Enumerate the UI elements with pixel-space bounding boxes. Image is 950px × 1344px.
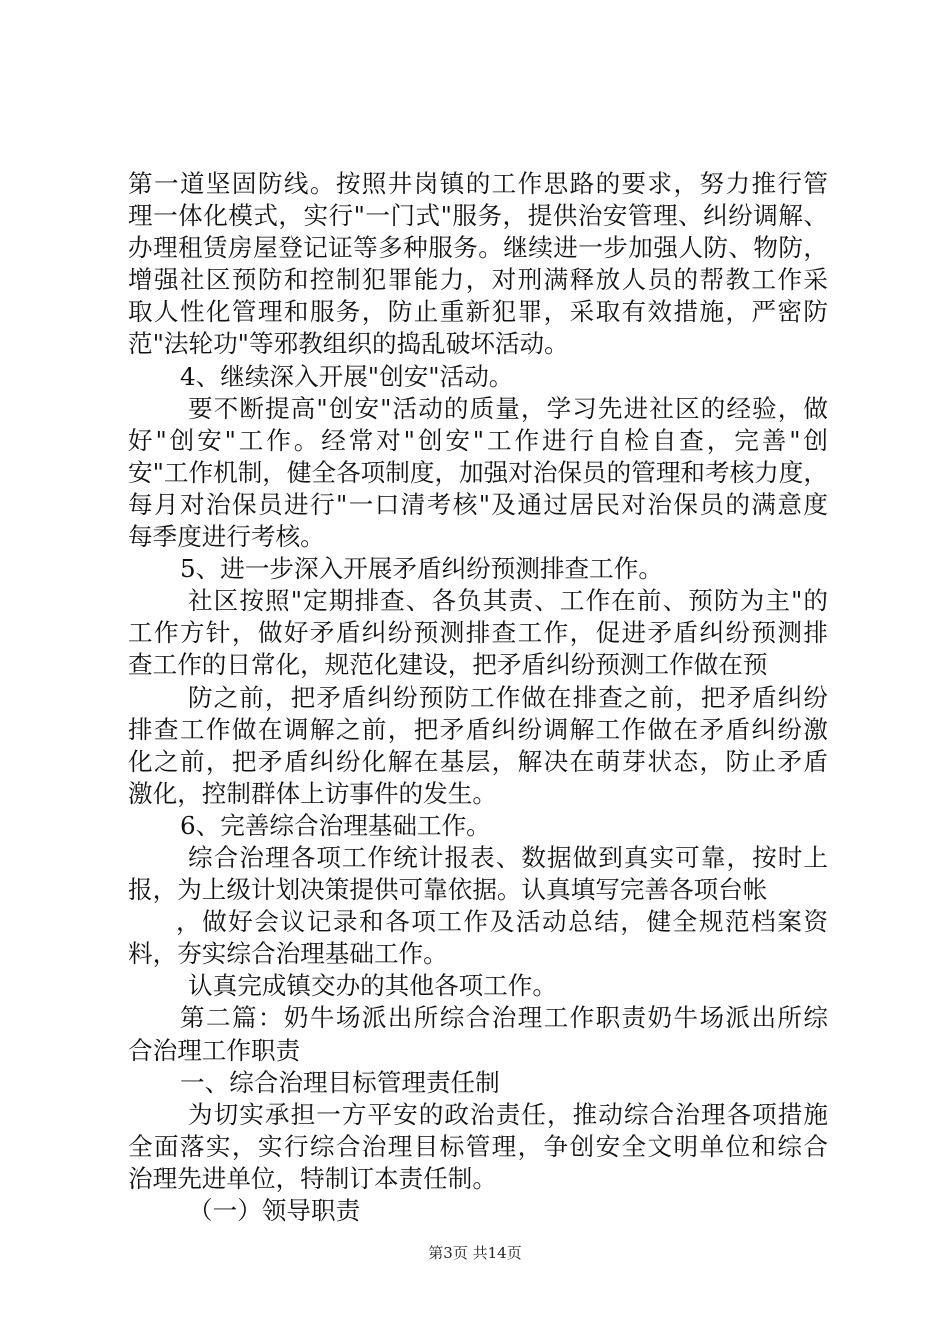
text-line: 要不断提高"创安"活动的质量，学习先进社区的经验，做 [188, 393, 828, 423]
text-line: 认真完成镇交办的其他各项工作。 [188, 971, 557, 1001]
text-line: 报，为上级计划决策提供可靠依据。认真填写完善各项台帐 [128, 875, 768, 905]
text-line: 理一体化模式，实行"一门式"服务，提供治安管理、纠纷调解、 [128, 201, 828, 231]
text-line: ，做好会议记录和各项工作及活动总结，健全规范档案资 [176, 907, 828, 937]
text-line: 工作方针，做好矛盾纠纷预测排查工作，促进矛盾纠纷预测排 [128, 618, 828, 648]
text-line: 安"工作机制，健全各项制度，加强对治保员的管理和考核力度， [128, 457, 828, 487]
section-heading: 5、进一步深入开展矛盾纠纷预测排查工作。 [180, 554, 663, 584]
article-title: 合治理工作职责 [128, 1035, 301, 1065]
text-line: 好"创安"工作。经常对"创安"工作进行自检自查，完善"创 [128, 425, 828, 455]
text-line: 料，夯实综合治理基础工作。 [128, 939, 448, 969]
text-line: 增强社区预防和控制犯罪能力，对刑满释放人员的帮教工作采 [128, 265, 828, 295]
text-line: 化之前，把矛盾纠纷化解在基层，解决在萌芽状态，防止矛盾 [128, 746, 828, 776]
text-line: 激化，控制群体上访事件的发生。 [128, 778, 497, 808]
article-title: 第二篇：奶牛场派出所综合治理工作职责奶牛场派出所综 [180, 1003, 828, 1033]
document-body [128, 168, 828, 1227]
text-line: 治理先进单位，特制订本责任制。 [128, 1163, 497, 1193]
text-line: 每季度进行考核。 [128, 522, 325, 552]
section-heading: 一、综合治理目标管理责任制 [180, 1067, 500, 1097]
text-line: 每月对治保员进行"一口清考核"及通过居民对治保员的满意度 [128, 489, 828, 519]
subsection-heading: （一）领导职责 [188, 1196, 361, 1225]
text-line: 取人性化管理和服务，防止重新犯罪，采取有效措施，严密防 [128, 297, 828, 327]
text-line: 全面落实，实行综合治理目标管理，争创安全文明单位和综合 [128, 1131, 828, 1161]
text-line: 综合治理各项工作统计报表、数据做到真实可靠，按时上 [188, 842, 828, 872]
text-line: 范"法轮功"等邪教组织的捣乱破坏活动。 [128, 329, 569, 359]
text-line: 查工作的日常化，规范化建设，把矛盾纠纷预测工作做在预 [128, 650, 768, 680]
section-heading: 6、完善综合治理基础工作。 [180, 810, 491, 840]
text-line: 第一道坚固防线。按照井岗镇的工作思路的要求，努力推行管 [128, 169, 828, 198]
text-line: 社区按照"定期排查、各负其责、工作在前、预防为主"的 [188, 586, 828, 616]
text-line: 排查工作做在调解之前，把矛盾纠纷调解工作做在矛盾纠纷激 [128, 714, 828, 744]
text-line: 办理租赁房屋登记证等多种服务。继续进一步加强人防、物防， [128, 233, 828, 263]
section-heading: 4、继续深入开展"创安"活动。 [180, 361, 514, 391]
page-footer: 第3页 共14页 [428, 1244, 522, 1262]
text-line: 防之前，把矛盾纠纷预防工作做在排查之前，把矛盾纠纷 [188, 682, 828, 712]
text-line: 为切实承担一方平安的政治责任，推动综合治理各项措施 [188, 1099, 828, 1129]
